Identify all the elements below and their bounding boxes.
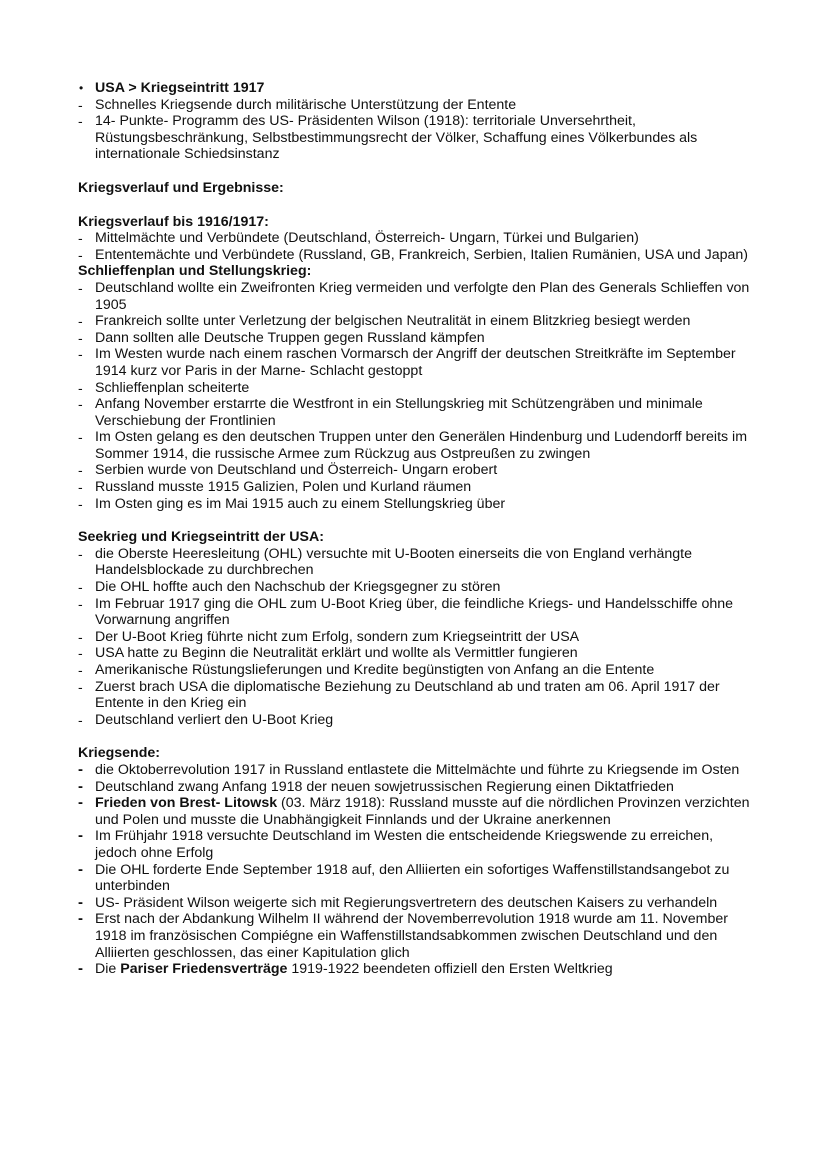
bullet-icon: • [79, 81, 84, 95]
dash-icon: - [78, 462, 83, 479]
list-item: - Schnelles Kriegsende durch militärische Unterstützung der Entente [78, 96, 517, 113]
list-item: - Frankreich sollte unter Verletzung der belgischen Neutralität in einem Blitzkrieg besiegt werden [78, 313, 691, 330]
list-item: - Serbien wurde von Deutschland und Österreich- Ungarn erobert [78, 462, 498, 479]
dash-icon: - [78, 860, 83, 878]
list-item: - Mittelmächte und Verbündete (Deutschland, Österreich- Ungarn, Türkei und Bulgarien) [78, 230, 639, 247]
list-item: - Die Pariser Friedensverträge 1919-1922 beendeten offiziell den Ersten Weltkrieg [78, 960, 613, 978]
list-item: - Die OHL hoffte auch den Nachschub der Kriegsgegner zu stören [78, 579, 501, 596]
dash-icon: - [78, 711, 83, 728]
dash-icon: - [78, 479, 83, 496]
list-item: - 14- Punkte- Programm des US- Präsidenten Wilson (1918): territoriale Unversehrtheit, Rüstungsbeschränkung, Selbstbestimmungsrecht der Völker, Schaffung eines Völkerbundes als internationale Schiedsinstanz [78, 113, 698, 163]
dash-icon: - [78, 313, 83, 330]
section-heading-1916: Kriegsverlauf bis 1916/1917: [78, 213, 269, 230]
list-item: - Deutschland wollte ein Zweifronten Krieg vermeiden und verfolgte den Plan des Generals Schlieffen von 1905 [78, 279, 750, 313]
dash-icon: - [78, 595, 83, 612]
dash-icon: - [78, 662, 83, 678]
list-item: - USA hatte zu Beginn die Neutralität erklärt und wollte als Vermittler fungieren [78, 645, 578, 662]
list-kriegsende [78, 762, 758, 978]
brest-litowsk-term: Frieden von Brest- Litowsk [95, 795, 278, 812]
dash-icon: - [78, 113, 83, 130]
dash-icon: - [78, 495, 83, 512]
list-item: - Schlieffenplan scheiterte [78, 379, 250, 396]
dash-icon: - [78, 379, 83, 396]
dash-icon: - [78, 910, 83, 928]
section-heading-kriegsende: Kriegsende: [78, 745, 160, 762]
list-1916 [78, 230, 758, 263]
list-item: - Die OHL forderte Ende September 1918 auf, den Alliierten ein sofortiges Waffenstillstandsangebot zu unterbinden [78, 860, 730, 895]
dash-icon: - [78, 96, 83, 113]
dash-icon: - [78, 960, 83, 978]
dash-icon: - [78, 645, 83, 662]
list-item: - Deutschland zwang Anfang 1918 der neuen sowjetrussischen Regierung einen Diktatfrieden [78, 777, 674, 795]
dash-icon: - [78, 545, 83, 562]
list-item: - Im Osten gelang es den deutschen Truppen unter den Generälen Hindenburg und Ludendorff bereits im Sommer 1914, die russische Armee zum Rückzug aus Ostpreußen zu zwingen [78, 429, 748, 462]
dash-icon: - [78, 230, 83, 247]
list-item: - Anfang November erstarrte die Westfront in ein Stellungskrieg mit Schützengräben und minimale Verschiebung der Frontlinien [78, 396, 703, 429]
list-item: - Deutschland verliert den U-Boot Krieg [78, 711, 334, 728]
dash-icon: - [78, 429, 83, 446]
dash-icon: - [78, 579, 83, 596]
pariser-friedensvertraege-term: Pariser Friedensverträge [120, 961, 288, 978]
dash-icon: - [78, 893, 83, 911]
dash-icon: - [78, 777, 83, 795]
usa-heading: USA > Kriegseintritt 1917 [95, 80, 265, 96]
list-item: - die Oktoberrevolution 1917 in Russland entlastete die Mittelmächte und führte zu Kriegsende im Osten [78, 760, 740, 778]
main-heading: Kriegsverlauf und Ergebnisse: [78, 179, 284, 196]
dash-icon: - [78, 827, 83, 845]
list-item: - Im Februar 1917 ging die OHL zum U-Boot Krieg über, die feindliche Kriegs- und Handelsschiffe ohne Vorwarnung angriffen [78, 595, 734, 629]
dash-icon: - [78, 794, 83, 812]
list-item: - die Oberste Heeresleitung (OHL) versuchte mit U-Booten einerseits die von England verhängte Handelsblockade zu durchbrechen [78, 545, 692, 579]
usa-list [78, 80, 758, 163]
dash-icon: - [78, 246, 83, 263]
document-page [78, 80, 758, 978]
list-item: - Erst nach der Abdankung Wilhelm II während der Novemberrevolution 1918 wurde am 11. November 1918 im französischen Compiégne ein Waffenstillstandsabkommen zwischen Deutschland und den Alliierten geschlossen, das einer Kapitulation glich [78, 910, 728, 961]
dash-icon: - [78, 396, 83, 413]
section-heading-schlieffen: Schlieffenplan und Stellungskrieg: [78, 263, 312, 280]
list-item: - Amerikanische Rüstungslieferungen und Kredite begünstigten von Anfang an die Entente [78, 662, 655, 678]
dash-icon: - [78, 329, 83, 346]
list-item: - Russland musste 1915 Galizien, Polen und Kurland räumen [78, 479, 472, 496]
dash-icon: - [78, 628, 83, 645]
list-seekrieg [78, 546, 758, 729]
dash-icon: - [78, 760, 83, 778]
list-item: - Im Frühjahr 1918 versuchte Deutschland im Westen die entscheidende Kriegswende zu erreichen, jedoch ohne Erfolg [78, 827, 714, 861]
usa-heading-item [78, 80, 758, 97]
dash-icon: - [78, 678, 83, 695]
list-item: - Der U-Boot Krieg führte nicht zum Erfolg, sondern zum Kriegseintritt der USA [78, 628, 580, 645]
list-item: - Zuerst brach USA die diplomatische Beziehung zu Deutschland ab und traten am 06. April 1917 der Entente in den Krieg ein [78, 678, 720, 712]
list-schlieffen [78, 280, 758, 512]
list-item: - Frieden von Brest- Litowsk (03. März 1918): Russland musste auf die nördlichen Provinzen verzichten und Polen und musste die Unabhängigkeit Finnlands und der Ukraine anerkennen [78, 794, 750, 828]
section-heading-seekrieg: Seekrieg und Kriegseintritt der USA: [78, 529, 324, 546]
list-item: - Im Westen wurde nach einem raschen Vormarsch der Angriff der deutschen Streitkräfte im September 1914 kurz vor Paris in der Marne- Schlacht gestoppt [78, 346, 736, 379]
dash-icon: - [78, 346, 83, 363]
list-item: - US- Präsident Wilson weigerte sich mit Regierungsvertretern des deutschen Kaisers zu verhandeln [78, 893, 718, 911]
list-item: - Dann sollten alle Deutsche Truppen gegen Russland kämpfen [78, 329, 485, 346]
list-item: - Ententemächte und Verbündete (Russland, GB, Frankreich, Serbien, Italien Rumänien, USA und Japan) [78, 246, 749, 263]
dash-icon: - [78, 279, 83, 296]
list-item: - Im Osten ging es im Mai 1915 auch zu einem Stellungskrieg über [78, 495, 506, 512]
